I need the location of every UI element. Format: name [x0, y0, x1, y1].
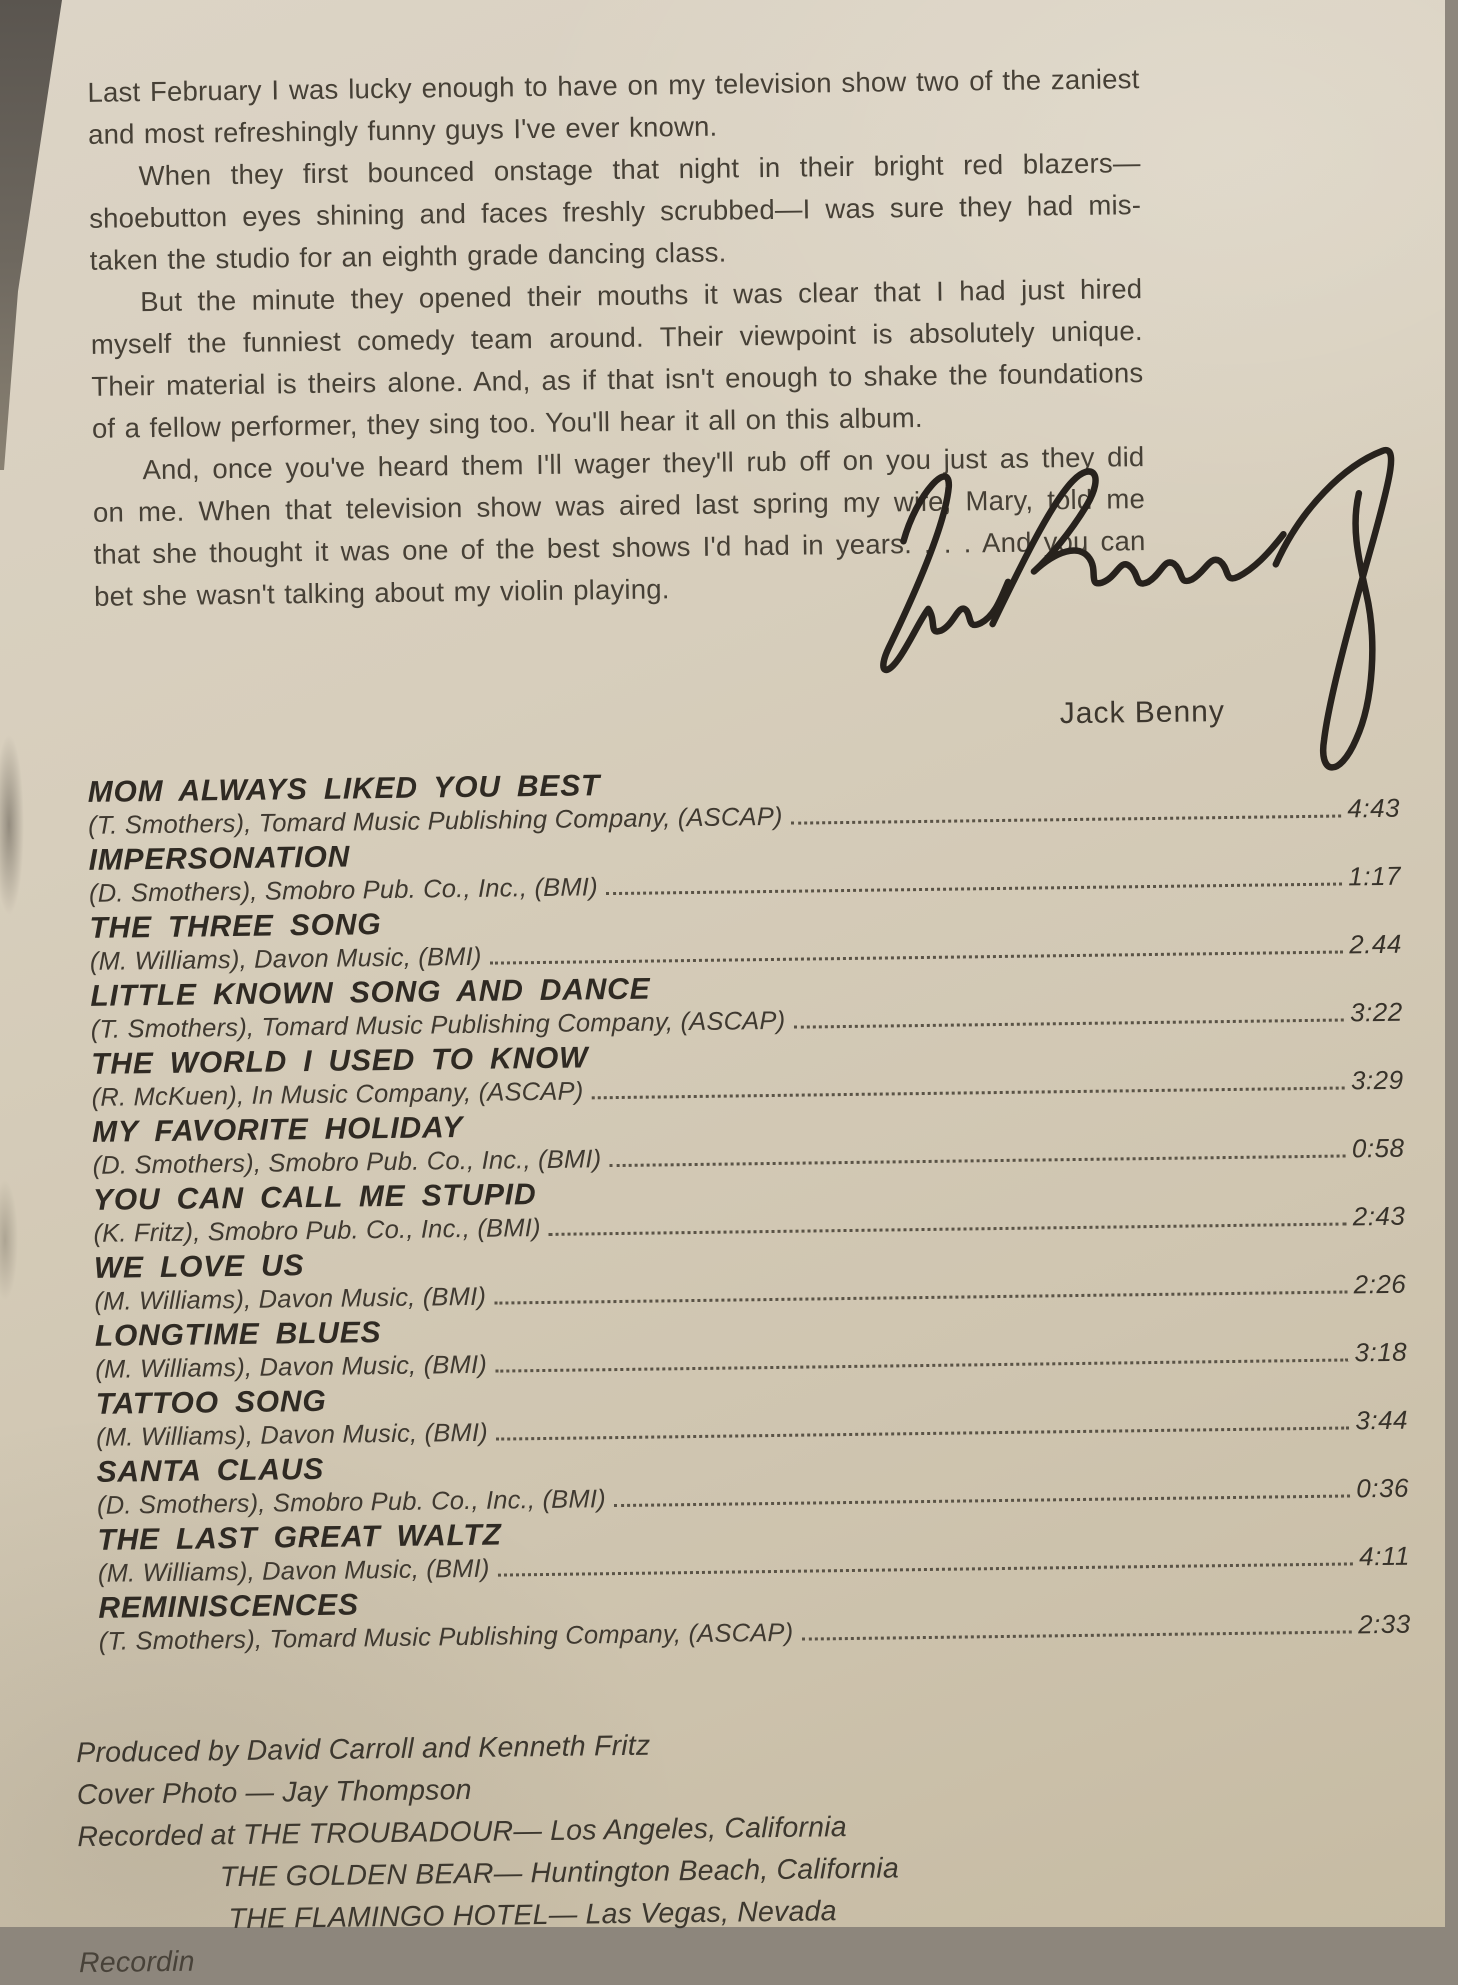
track-title: THE THREE SONG [89, 908, 382, 945]
track-title: THE WORLD I USED TO KNOW [91, 1041, 589, 1081]
track-title: IMPERSONATION [88, 840, 351, 877]
dot-leader [498, 1561, 1354, 1576]
dot-leader [495, 1357, 1349, 1372]
dot-leader [494, 1289, 1348, 1304]
credit-cover-photo: Cover Photo — Jay Thompson [76, 1773, 472, 1812]
liner-line: But the minute they opened their mouths it was clear that I had just hired [140, 273, 1143, 318]
liner-paragraph [92, 436, 1146, 618]
track-time: 2.44 [1349, 928, 1402, 960]
track-time: 0:58 [1351, 1132, 1405, 1164]
track-credit: (M. Williams), Davon Music, (BMI) [94, 1282, 487, 1316]
liner-line: on me. When that television show was aired last spring my wife, Mary, told me [92, 483, 1146, 528]
liner-line: that she thought it was one of the best shows I'd had in years. . . . And you can [93, 525, 1146, 570]
signature-printed-name: Jack Benny [1059, 695, 1226, 731]
track-credit: (K. Fritz), Smobro Pub. Co., Inc., (BMI) [93, 1214, 541, 1248]
venue: THE FLAMINGO HOTEL— Las Vegas, Nevada [228, 1895, 837, 1936]
track-title: REMINISCENCES [98, 1588, 360, 1625]
track-time: 4:11 [1358, 1540, 1411, 1572]
track-credit: (M. Williams), Davon Music, (BMI) [97, 1554, 490, 1588]
dot-leader [490, 949, 1344, 964]
venue: THE TROUBADOUR— Los Angeles, California [242, 1811, 847, 1851]
liner-line: And, once you've heard them I'll wager they'll rub off on you just as they did [142, 441, 1145, 486]
dot-leader [609, 1153, 1346, 1167]
track-credit: (R. McKuen), In Music Company, (ASCAP) [91, 1077, 584, 1112]
track-credit: (D. Smothers), Smobro Pub. Co., Inc., (BMI) [92, 1145, 602, 1180]
track-title: LONGTIME BLUES [94, 1316, 382, 1353]
venue: THE GOLDEN BEAR— Huntington Beach, California [219, 1852, 900, 1894]
track-time: 2:26 [1353, 1268, 1407, 1300]
credit-partial-line: Recordin [78, 1945, 195, 1980]
liner-paragraph [87, 58, 1140, 156]
liner-line: of a fellow performer, they sing too. You'll hear it all on this album. [91, 401, 923, 444]
liner-line: Last February I was lucky enough to have on my television show two of the zaniest [87, 63, 1140, 108]
track-credit: (T. Smothers), Tomard Music Publishing Company, (ASCAP) [90, 1006, 786, 1044]
liner-line: taken the studio for an eighth grade dancing class. [89, 236, 727, 276]
track-credit: (T. Smothers), Tomard Music Publishing Company, (ASCAP) [98, 1618, 794, 1656]
track-title: YOU CAN CALL ME STUPID [92, 1178, 537, 1217]
track-credit: (D. Smothers), Smobro Pub. Co., Inc., (BMI) [96, 1485, 607, 1520]
track-title: MOM ALWAYS LIKED YOU BEST [87, 769, 601, 809]
track-title: MY FAVORITE HOLIDAY [91, 1111, 464, 1149]
track-time: 3:18 [1354, 1336, 1408, 1368]
dot-leader [591, 1085, 1345, 1099]
track-time: 3:22 [1349, 996, 1403, 1028]
track-title: TATTOO SONG [95, 1384, 327, 1421]
dot-leader [606, 882, 1343, 896]
liner-paragraph [88, 142, 1142, 282]
track-credit: (D. Smothers), Smobro Pub. Co., Inc., (BMI) [88, 873, 599, 908]
recorded-at-label: Recorded at [77, 1819, 236, 1854]
liner-line: bet she wasn't talking about my violin playing. [93, 573, 670, 612]
track-credit: (T. Smothers), Tomard Music Publishing Company, (ASCAP) [87, 802, 783, 840]
track-list [87, 759, 1410, 1660]
track-title: WE LOVE US [93, 1249, 305, 1285]
liner-line: shoebutton eyes shining and faces freshly scrubbed—I was sure they had mis- [88, 189, 1142, 234]
liner-notes [87, 58, 1146, 618]
dot-leader [793, 1017, 1344, 1028]
track-title: SANTA CLAUS [96, 1452, 325, 1489]
dot-leader [791, 814, 1342, 825]
liner-line: and most refreshingly funny guys I've ever known. [87, 110, 718, 150]
dot-leader [614, 1493, 1351, 1507]
credit-produced-by: Produced by David Carroll and Kenneth Fritz [76, 1729, 651, 1770]
track-time: 2:43 [1352, 1200, 1406, 1232]
liner-paragraph [90, 268, 1144, 450]
track-time: 0:36 [1356, 1472, 1410, 1504]
dot-leader [549, 1221, 1347, 1235]
liner-line: myself the funniest comedy team around. Their viewpoint is absolutely unique. [90, 315, 1143, 360]
credits [76, 1714, 1458, 1984]
track-time: 3:29 [1350, 1064, 1404, 1096]
track-time: 4:43 [1347, 792, 1401, 824]
track-credit: (M. Williams), Davon Music, (BMI) [95, 1350, 488, 1384]
track-time: 3:44 [1355, 1404, 1409, 1436]
track-title: LITTLE KNOWN SONG AND DANCE [90, 972, 651, 1013]
track-title: THE LAST GREAT WALTZ [97, 1518, 502, 1557]
dot-leader [801, 1629, 1352, 1640]
track-credit: (M. Williams), Davon Music, (BMI) [89, 942, 482, 976]
track-time: 1:17 [1348, 860, 1402, 892]
liner-line: Their material is theirs alone. And, as if that isn't enough to shake the foundations [91, 357, 1144, 402]
track-credit: (M. Williams), Davon Music, (BMI) [95, 1418, 489, 1452]
dot-leader [496, 1425, 1350, 1440]
liner-line: When they first bounced onstage that night in their bright red blazers— [138, 147, 1141, 192]
track-time: 2:33 [1357, 1608, 1411, 1640]
